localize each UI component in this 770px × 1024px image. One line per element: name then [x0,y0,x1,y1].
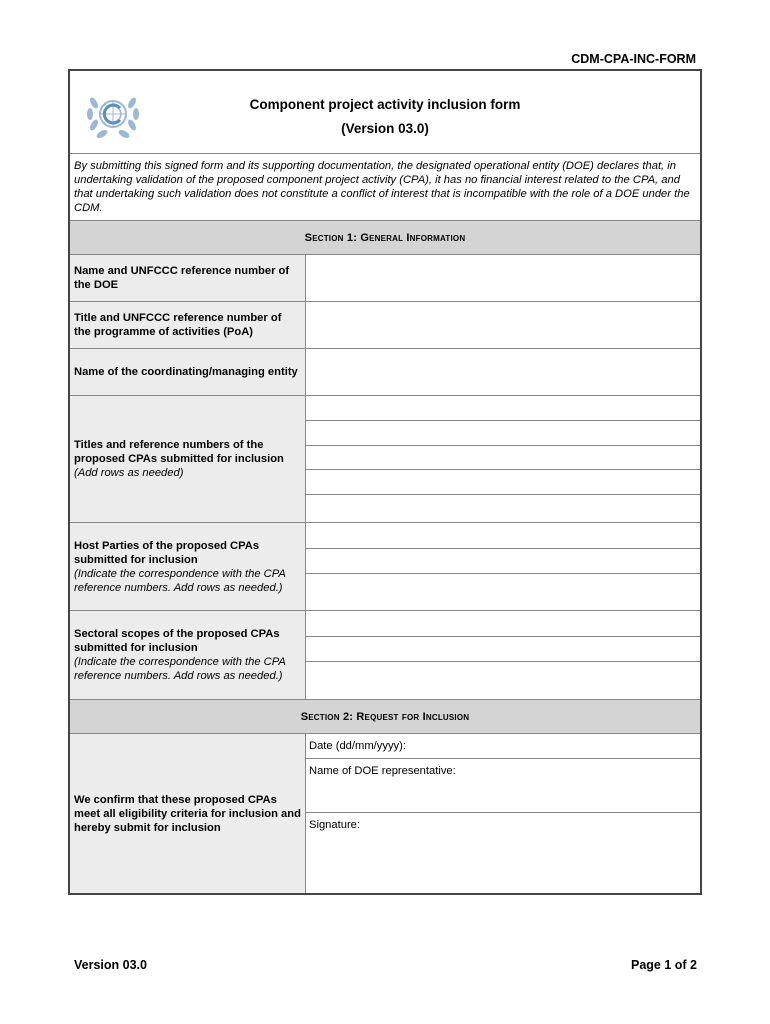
host-parties-row [70,523,700,611]
coordinating-entity-input[interactable] [306,349,700,395]
section-2-heading: Section 2: Request for Inclusion [70,700,700,734]
doe-row [70,255,700,302]
doe-input[interactable] [306,255,700,301]
sectoral-scopes-label-text: Sectoral scopes of the proposed CPAs submitted for inclusion [74,628,280,654]
poa-input[interactable] [306,302,700,348]
host-parties-label-text: Host Parties of the proposed CPAs submitted for inclusion [74,539,260,566]
coordinating-entity-label [70,349,306,395]
poa-row [70,302,700,349]
cpa-title-input[interactable] [306,421,700,446]
host-parties-label [70,523,306,610]
cpa-titles-note: (Add rows as needed) [74,467,184,479]
coordinating-entity-label-text: Name of the coordinating/managing entity [74,366,298,378]
sectoral-scopes-label [70,611,306,699]
poa-label-text: Title and UNFCCC reference number of the programme of activities (PoA) [74,312,282,338]
confirmation-text: We confirm that these proposed CPAs meet all eligibility criteria for inclusion and hereby submit for inclusion [74,793,301,834]
doe-label [70,255,306,301]
coordinating-entity-row [70,349,700,396]
doe-representative-field[interactable]: Name of DOE representative: [306,759,700,813]
sectoral-scopes-row [70,611,700,700]
confirmation-label [70,734,306,893]
intro-declaration: By submitting this signed form and its supporting documentation, the designated operational entity (DOE) declares that, in undertaking validation of the proposed component project activity (CPA), it has no financial interest related to the CPA, and that undertaking such validation does not constitute a conflict of interest that is incompatible with the role of a DOE under the CDM. [70,154,700,221]
inclusion-form [68,69,702,895]
cpa-title-input[interactable] [306,396,700,421]
form-title: Component project activity inclusion form [249,97,521,112]
cpa-title-input[interactable] [306,495,700,522]
form-version: (Version 03.0) [341,121,429,136]
request-inclusion-row [70,734,700,893]
sectoral-scope-input[interactable] [306,637,700,663]
form-code: CDM-CPA-INC-FORM [571,52,696,66]
section-1-heading: Section 1: General Information [70,221,700,255]
cpa-titles-row [70,396,700,523]
host-party-input[interactable] [306,549,700,575]
sectoral-scopes-note: (Indicate the correspondence with the CPA reference numbers. Add rows as needed.) [74,656,286,682]
host-party-input[interactable] [306,574,700,610]
cpa-title-input[interactable] [306,446,700,471]
sectoral-scope-input[interactable] [306,611,700,637]
form-header [70,71,700,154]
host-party-input[interactable] [306,523,700,549]
cpa-titles-label-text: Titles and reference numbers of the proposed CPAs submitted for inclusion [74,439,284,465]
cpa-title-input[interactable] [306,470,700,495]
doe-label-text: Name and UNFCCC reference number of the DOE [74,265,290,291]
host-parties-note: (Indicate the correspondence with the CPA reference numbers. Add rows as needed.) [74,567,286,594]
cpa-titles-label [70,396,306,522]
sectoral-scope-input[interactable] [306,662,700,699]
signature-field[interactable]: Signature: [309,819,360,831]
poa-label [70,302,306,348]
footer-version: Version 03.0 [74,958,147,972]
date-field[interactable]: Date (dd/mm/yyyy): [306,734,700,759]
page-number: Page 1 of 2 [631,958,697,972]
